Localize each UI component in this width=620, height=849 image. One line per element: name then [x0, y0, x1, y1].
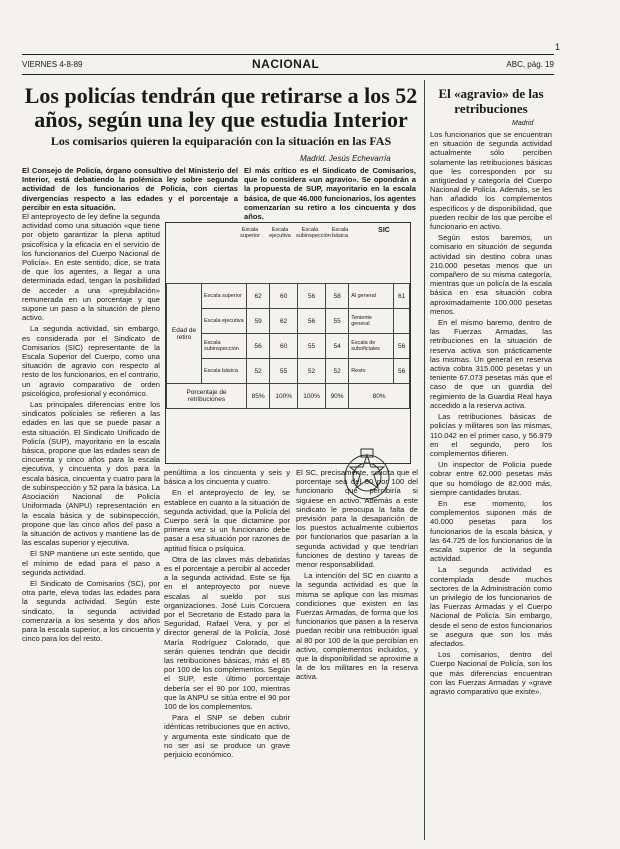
- cell: 56: [298, 284, 326, 309]
- row-group-label: Edad de retiro: [167, 284, 202, 384]
- sidebar-byline: Madrid: [512, 120, 534, 127]
- sidebar-headline: El «agravio» de las retribuciones: [438, 86, 544, 116]
- col-head: Escala básica: [331, 227, 349, 239]
- paragraph: La segunda actividad, sin embargo, es considerada por el Sindicato de Comisarios (SIC) representante de la Escala Superior del Cuerpo, como una situación de agravio con respecto al resto de los funcionarios, en el contrario, un agravio comparativo de orden psicológico, profesional y económico.: [22, 324, 160, 398]
- column-2: [164, 468, 290, 842]
- cell: 56: [394, 359, 410, 384]
- table-row: [167, 359, 410, 384]
- paragraph: Las retribuciones básicas de policías y militares son las mismas, 110.042 en el primer caso, y 56.979 en el segundo, pero los complementos difieren.: [430, 412, 552, 458]
- lead-paragraph: El Consejo de Policía, órgano consultivo del Ministerio del Interior, está debatiendo la polémica ley sobre segunda actividad de los funcionarios de Policía, con ciertas divergencias respecto a las edades y el porcentaje a percibir en esta situación.: [22, 166, 238, 212]
- cell: 100%: [270, 384, 298, 409]
- cell: 62: [247, 284, 270, 309]
- paragraph: Los comisarios, dentro del Cuerpo Nacional de Policía, son los que más diferencias encuentran con las Fuerzas Armadas y «grave agravio comparativo que existe».: [430, 650, 552, 696]
- top-rule: [22, 54, 554, 55]
- lead-right: [244, 166, 416, 223]
- header-date: VIERNES 4-8-89: [22, 60, 83, 69]
- byline: Madrid. Jesús Echevarría: [300, 154, 391, 163]
- table-row: [167, 334, 410, 359]
- age-table: [166, 283, 410, 409]
- column-1: [22, 212, 160, 842]
- page-header: [22, 58, 554, 72]
- paragraph: Los funcionarios que se encuentran en situación de segunda actividad actualmente sólo perciben solamente las retribuciones básicas que les corresponden por su antigüedad y categoría del Cuerpo Nacional de Policía. Además, se les han añadido los complementos específicos y de disponibilidad, que pueden recibir de los que percibe el funcionario en activo.: [430, 130, 552, 232]
- cell: 56: [247, 334, 270, 359]
- note-cell: Teniente general: [349, 309, 394, 334]
- sidebar-column: [430, 130, 552, 842]
- cell: 52: [247, 359, 270, 384]
- paragraph: El SC, precisamente, solicita que el porcentaje sea del 80 por 100 del funcionario que percibiría si siguiese en activo. Además a este sindicato le preocupa la falta de previsión para la desaparición de los puestos actualmente cubiertos por funcionarios que pasarían a la segunda actividad y que tendrían funciones de destino y tareas de menor responsabilidad.: [296, 468, 418, 570]
- cell: 55: [325, 309, 348, 334]
- row-label: Escala superior: [202, 284, 247, 309]
- cell: [394, 309, 410, 334]
- table-row: [167, 284, 410, 309]
- paragraph: penúltima a los cincuenta y seis y básica a los cincuenta y cuatro.: [164, 468, 290, 487]
- paragraph: El SNP mantiene un este sentido, que el mínimo de edad para el paso a segunda actividad.: [22, 549, 160, 577]
- cell: 62: [270, 309, 298, 334]
- table-row: [167, 309, 410, 334]
- cell: 58: [325, 284, 348, 309]
- cell: 60: [270, 334, 298, 359]
- note-cell: Resto: [349, 359, 394, 384]
- lead-paragraph: El más crítico es el Sindicato de Comisarios, que lo considera «un agravio». Se opondrán a la propuesta de SUP, mayoritario en la escala básica, de que 46.000 funcionarios, los agentes comenzarían su retiro a los cincuenta y dos años.: [244, 166, 416, 222]
- sidebar-divider: [424, 80, 425, 840]
- paragraph: Un inspector de Policía puede cobrar entre 62.000 pesetas más que su homólogo de 82.000 más, siempre cantidades brutas.: [430, 460, 552, 497]
- paragraph: En el mismo baremo, dentro de las Fuerzas Armadas, las retribuciones en la situación de reserva activa son prácticamente las mismas. Un general en reserva activa cobra 315.000 pesetas y un teniente 67.073 pesetas más que el caso de que un guardia del regimiento de la Guardia Real haya accedido a la reserva activa.: [430, 318, 552, 410]
- cell: 52: [298, 359, 326, 384]
- row-label: Escala básica: [202, 359, 247, 384]
- cell: 60: [270, 284, 298, 309]
- headline: Los policías tendrán que retirarse a los 52 años, según una ley que estudia Interior: [24, 83, 418, 132]
- header-section: NACIONAL: [252, 57, 320, 71]
- header-rule: [22, 74, 554, 75]
- cell: 59: [247, 309, 270, 334]
- retirement-table: [165, 222, 411, 464]
- cell: 80%: [349, 384, 410, 409]
- cell: 90%: [325, 384, 348, 409]
- col-head: Escala superior: [240, 227, 260, 239]
- note-cell: Escala de suboficiales: [349, 334, 394, 359]
- cell: 56: [298, 309, 326, 334]
- row-label: Escala subinspección: [202, 334, 247, 359]
- cell: 100%: [298, 384, 326, 409]
- paragraph: Otra de las claves más debatidas es el porcentaje a percibir al acceder a la segunda actividad. Este se fija en el anteproyecto por nueve escalas al sueldo por sus organizaciones. José Luis Corcuera por el Secretario de Estado para la Seguridad, Rafael Vera, y por el director general de la Policía, José María Rodríguez Colorado, que serán quienes tendrán que decidir las retribuciones básicas, más el 85 por 100 de los complementos. Según el SUP, este último porcentaje debería ser el 90 por 100, mientras que la ANPU se sitúa entre el 90 por 100 de los complementos.: [164, 554, 290, 712]
- cell: 55: [270, 359, 298, 384]
- paragraph: El anteproyecto de ley define la segunda actividad como una situación «que tiene por objeto garantizar la plena aptitud psicofísica y la eficacia en el servicio de los funcionarios del Cuerpo Nacional de Policía». En este sentido, dice, se trata de que los agentes, a llegar a una determinada edad, tengan la posibilidad de acceder a una «prejubilación» remunerada en un porcentaje y que supone un paso a la situación de pleno activo.: [22, 212, 160, 323]
- note-cell: Al general: [349, 284, 394, 309]
- cell: 55: [298, 334, 326, 359]
- paragraph: Las principales diferencias entre los sindicatos policiales se refieren a las edades en las que se puede pasar a esta situación. El Sindicato Unificado de Policía (SUP), mayoritario en la escala básica, propone que las edades sean de cincuenta y cinco años para la escala ejecutiva, y cincuenta y dos para la escala básica, cincuenta y cuatro para la de subinspección y 52 para la básica. La Asociación Nacional de Policía Uniformada (ANPU) representación en la escala básica y de subinspección, propone que las cinco años del paso a la situación de activos y mantiene las de las escalas superior y ejecutiva.: [22, 400, 160, 548]
- paragraph: En ese momento, los complementos suponen más de 40.000 pesetas para los funcionarios de la escala básica, y las 64.725 de los funcionarios de la escala superior de la segunda actividad.: [430, 498, 552, 564]
- cell: 52: [325, 359, 348, 384]
- table-row: [167, 384, 410, 409]
- paragraph: El Sindicato de Comisarios (SC), por otra parte, eleva todas las edades para la segunda actividad. Según este sindicato, la segunda actividad comenzaría a los sesenta y dos años para la escala superior, a los cincuenta y cinco para los del resto.: [22, 578, 160, 644]
- paragraph: Según estos baremos, un comisario en situación de segunda actividad sin destino cobra unas 210.000 pesetas menos que un compañero de su misma categoría, mientras que un policía de la escala básica en esa situación cobra aproximadamente 100.000 pesetas menos.: [430, 233, 552, 316]
- cell: 61: [394, 284, 410, 309]
- header-page: ABC, pág. 19: [506, 60, 554, 69]
- col-head: Escala subinspección: [296, 227, 331, 239]
- paragraph: Para el SNP se deben cubrir idénticas retribuciones que en activo, y argumenta este sindicato que de no ser así se produce un grave perjuicio económico.: [164, 713, 290, 760]
- cell: 56: [394, 334, 410, 359]
- col-head: Escala ejecutiva: [269, 227, 291, 239]
- paragraph: La intención del SC en cuanto a la segunda actividad es que la misma se aplique con las mismas condiciones que existen en las Fuerzas Armadas, de forma que los funcionarios que pasen a la reserva puedan recibir una retribución igual al 80 por 100 de la que percibían en activo, complementos incluidos, y que la disponibilidad se aproxime a la de los militares en la reserva activa.: [296, 571, 418, 682]
- lead-left: [22, 166, 238, 214]
- subheadline: Los comisarios quieren la equiparación con la situación en las FAS: [50, 134, 392, 148]
- paragraph: En el anteproyecto de ley, se establece en cuanto a la situación de segunda actividad, que la Policía del Cuerpo será la que dictamine por primera vez si un funcionario debe pasar a esa situación por razones de aptitud física o psíquica.: [164, 488, 290, 553]
- column-3: [296, 468, 418, 842]
- row-label: Escala ejecutiva: [202, 309, 247, 334]
- cell: 85%: [247, 384, 270, 409]
- paragraph: La segunda actividad es contemplada desde muchos sectores de la Administración como un privilegio de los funcionarios de las Fuerzas Armadas y el Cuerpo Nacional de Policía. Sin embargo, desde el seno de estos funcionarios se asegura que son los más afectados.: [430, 565, 552, 648]
- footer-label: Porcentaje de retribuciones: [167, 384, 247, 409]
- col-head-sic: SIC: [378, 227, 390, 234]
- cell: 54: [325, 334, 348, 359]
- page-number: 1: [554, 42, 560, 52]
